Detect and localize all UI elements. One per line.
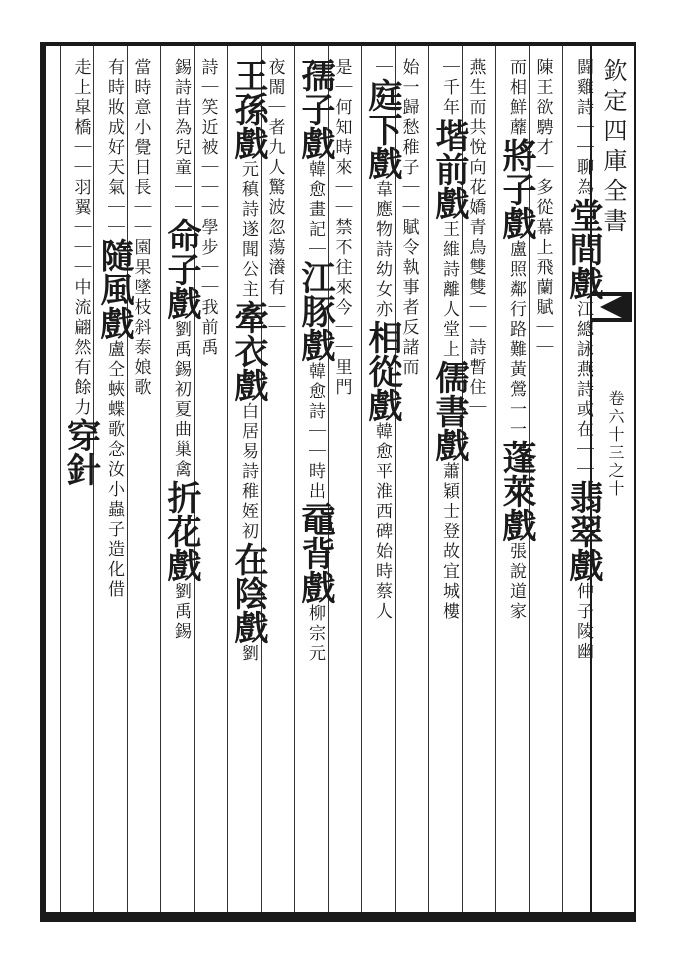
entry-text: 仲子陵幽 (573, 582, 593, 662)
text-column (496, 58, 536, 622)
entry-heading: 隨風戲 (94, 238, 134, 340)
entry-text: 燕生而共悅 (465, 58, 486, 158)
entry-text: 學步｜｜我前 (197, 218, 218, 338)
entry-text: 陳王欲騁才 (532, 58, 553, 158)
entry-text: 柳宗元 (305, 604, 325, 664)
entry-text: ｜ (372, 58, 392, 78)
book-title: 欽定四庫全書 (599, 58, 627, 238)
entry-text: 笑近被｜｜｜ (197, 98, 218, 218)
entry-text: 愁稚子｜｜ (398, 118, 419, 218)
entry-heading: 穿針 (60, 418, 101, 486)
entry-text: 張說道家 (506, 542, 526, 622)
entry-text: 錫詩昔為兒童｜｜ (171, 58, 191, 218)
entry-heading: 儒書戲 (429, 360, 469, 462)
column-rule (294, 46, 295, 912)
entry-text: 蕭穎士登故宜城樓 (439, 462, 459, 622)
entry-heading: 江豚戲 (295, 260, 335, 362)
entry-heading: 命子戲 (161, 218, 201, 320)
frame-bottom-rule (44, 912, 634, 920)
entry-text: ｜｜ (130, 198, 151, 238)
entry-text: 盧照鄰行路難黃鶯一一 (506, 240, 526, 440)
entry-heading: 堦前戲 (429, 118, 469, 220)
entry-text: ｜千年 (439, 58, 459, 118)
entry-text: 有｜｜ (264, 278, 285, 338)
text-column (228, 58, 268, 664)
entry-text: 劉禹錫初夏曲巢禽 (171, 320, 191, 480)
column-rule (160, 46, 161, 912)
entry-text: 盧仝蛺蝶歌念汝小蟲子造化借 (104, 340, 124, 600)
entry-text: 元稹詩遂聞公主 (238, 160, 258, 300)
entry-text: 韋應物詩幼女亦 (372, 180, 392, 320)
entry-text: 走上皐橋｜｜ (70, 58, 91, 178)
text-column (295, 58, 335, 664)
entry-text: 韓愈詩｜｜時出 (305, 362, 325, 502)
entry-text: 詩｜ (197, 58, 218, 98)
entry-text: ｜者九人 (264, 98, 285, 178)
entry-text: 闘雞詩｜｜聊為 (573, 58, 593, 198)
entry-text: 何知時來｜｜ (331, 98, 352, 218)
entry-heading: 庭下戲 (362, 78, 402, 180)
text-column (563, 58, 603, 662)
entry-text: 羽翼｜｜｜中流翩然有餘力 (70, 178, 91, 418)
entry-text: 夜閙 (264, 58, 285, 98)
entry-text: 禹 (197, 338, 218, 358)
entry-text: 當時意小覺日長 (130, 58, 151, 198)
text-column (94, 58, 134, 600)
entry-heading: 相從戲 (362, 320, 402, 422)
entry-text: 有時妝成好天氣｜｜ (104, 58, 124, 238)
entry-heading: 堂間戲 (563, 198, 603, 300)
entry-text: 蘭賦｜｜ (532, 278, 553, 358)
entry-text: 韓愈畫記｜ (305, 160, 325, 260)
entry-heading: 蓬萊戲 (496, 440, 536, 542)
entry-text: 詩暫住｜ (465, 338, 486, 418)
entry-heading: 黿背戲 (295, 502, 335, 604)
text-column (429, 58, 469, 622)
entry-text: 園果墜枝斜 (130, 238, 151, 338)
entry-text: 而相鮮蘼 (506, 58, 526, 138)
entry-text: 向花嬌青鳥雙雙｜｜ (465, 158, 486, 338)
column-rule (562, 46, 563, 912)
entry-text: 是｜ (331, 58, 352, 98)
entry-text: 白居易詩稚姪初 (238, 402, 258, 542)
entry-heading: 王孫戲 (228, 58, 268, 160)
entry-text: 韓愈平淮西碑始時蔡人 (372, 422, 392, 622)
entry-text: 始一歸 (398, 58, 419, 118)
text-column (362, 58, 402, 622)
entry-heading: 在陰戲 (228, 542, 268, 644)
entry-text: 劉 (238, 644, 258, 664)
entry-text: 江總詠燕詩或在｜｜ (573, 300, 593, 480)
entry-text: 賦令執事者反諸而 (398, 218, 419, 378)
entry-text: 禁不往來今｜｜里門 (331, 218, 352, 398)
text-column (161, 58, 201, 642)
column-rule (227, 46, 228, 912)
text-column (131, 58, 150, 398)
volume-label: 卷六十三之十 (606, 390, 625, 498)
entry-heading: 將子戲 (496, 138, 536, 240)
entry-heading: 牽衣戲 (228, 300, 268, 402)
entry-heading: 孺子戲 (295, 58, 335, 160)
entry-heading: 折花戲 (161, 480, 201, 582)
entry-text: 劉禹錫 (171, 582, 191, 642)
entry-heading: 翡翠戲 (563, 480, 603, 582)
entry-text: ｜多從幕上飛 (532, 158, 553, 278)
entry-text: 驚波忽蕩瀁 (264, 178, 285, 278)
frame-inner-rule (44, 46, 46, 918)
entry-text: 泰娘歌 (130, 338, 151, 398)
entry-text: 王維詩離人堂上 (439, 220, 459, 360)
text-column (60, 58, 101, 486)
